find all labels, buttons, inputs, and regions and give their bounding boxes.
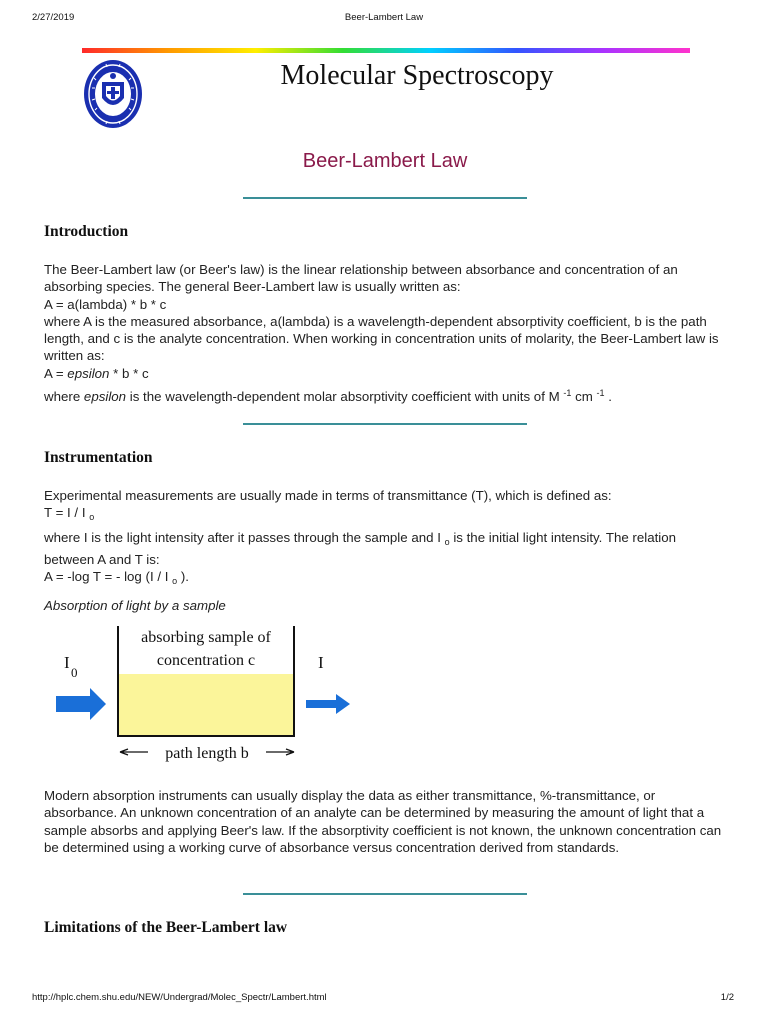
incident-light-subscript: 0 (71, 665, 78, 680)
incident-light-arrow-icon (56, 688, 106, 720)
eq2-prefix: A = (44, 365, 68, 381)
eq2-suffix: * b * c (109, 365, 149, 381)
p3-exponent-1: -1 (563, 388, 572, 399)
p3-exponent-2: -1 (596, 388, 605, 399)
path-left-arrow-icon (120, 749, 148, 755)
print-doc-title: Beer-Lambert Law (344, 12, 424, 23)
p3-variable: epsilon (83, 389, 127, 405)
sample-label-line-2: concentration c (156, 652, 256, 669)
instr-paragraph-2 (44, 529, 728, 569)
instrumentation-body-2 (44, 787, 728, 856)
instr-equation-1 (44, 504, 728, 526)
limitations-heading: Limitations of the Beer-Lambert law (44, 919, 288, 936)
figure-caption: Absorption of light by a sample (44, 598, 226, 613)
section-divider (243, 893, 527, 895)
p3-end: . (604, 389, 612, 405)
incident-light-label: I (64, 653, 70, 672)
instr-equation-2 (44, 568, 728, 590)
print-date: 2/27/2019 (32, 12, 75, 23)
page-title: Beer-Lambert Law (302, 150, 468, 172)
section-divider (243, 197, 527, 199)
eq2-variable: epsilon (67, 365, 110, 381)
instr-p2-sub: o (444, 536, 450, 547)
p3-where: where (44, 389, 84, 405)
site-title: Molecular Spectroscopy (280, 60, 554, 91)
instr-paragraph-3: Modern absorption instruments can usually display the data as either transmittance, %-transmittance, or absorbance. An unknown concentration of an analyte can be determined by measuring the amount of light that a sample absorbs and applying Beer's law. If the absorptivity coefficient is not known, the unknown concentration can be determined using a working curve of absorbance versus concentration derived from standards. (44, 788, 722, 855)
absorption-diagram (40, 622, 370, 772)
sample-label-line-1: absorbing sample of (141, 629, 271, 646)
intro-paragraph-3 (44, 385, 728, 405)
introduction-body (44, 261, 728, 405)
p3-cm: cm (571, 389, 597, 405)
instr-eq2-text: A = -log T = - log (I / I (44, 569, 173, 585)
path-length-label: path length b (165, 745, 249, 762)
intro-paragraph-2: where A is the measured absorbance, a(lambda) is a wavelength-dependent absorptivity coefficient, b is the path length, and c is the analyte concentration. When working in concentration units of molarity, the Beer-Lambert law is written as: (44, 313, 719, 364)
intro-paragraph-1: The Beer-Lambert law (or Beer's law) is the linear relationship between absorbance and concentration of an absorbing species. The general Beer-Lambert law is usually written as: (44, 262, 678, 295)
instrumentation-body (44, 487, 728, 590)
intro-equation-1: A = a(lambda) * b * c (44, 296, 167, 312)
intro-equation-2 (44, 365, 728, 382)
transmitted-light-label: I (318, 653, 324, 672)
introduction-heading: Introduction (44, 223, 129, 240)
instr-eq1-sub: o (89, 512, 95, 523)
sample-liquid (118, 674, 294, 736)
section-divider (243, 423, 527, 425)
instr-p2a: where I is the light intensity after it passes through the sample and I (44, 529, 445, 545)
transmitted-light-arrow-icon (306, 694, 350, 714)
print-url: http://hplc.chem.shu.edu/NEW/Undergrad/Molec_Spectr/Lambert.html (32, 992, 327, 1003)
path-right-arrow-icon (266, 749, 294, 755)
instrumentation-heading: Instrumentation (44, 449, 153, 466)
instr-eq2-sub: o (172, 576, 178, 587)
print-page-number: 1/2 (720, 992, 734, 1003)
p3-text: is the wavelength-dependent molar absorptivity coefficient with units of M (126, 389, 564, 405)
instr-p2b: is the initial light intensity. The relation between A and T is: (44, 529, 677, 567)
rainbow-bar (82, 48, 690, 53)
instr-paragraph-1: Experimental measurements are usually made in terms of transmittance (T), which is defined as: (44, 488, 612, 503)
instr-eq2-end: ). (177, 569, 189, 585)
instr-eq1-text: T = I / I (44, 505, 90, 521)
